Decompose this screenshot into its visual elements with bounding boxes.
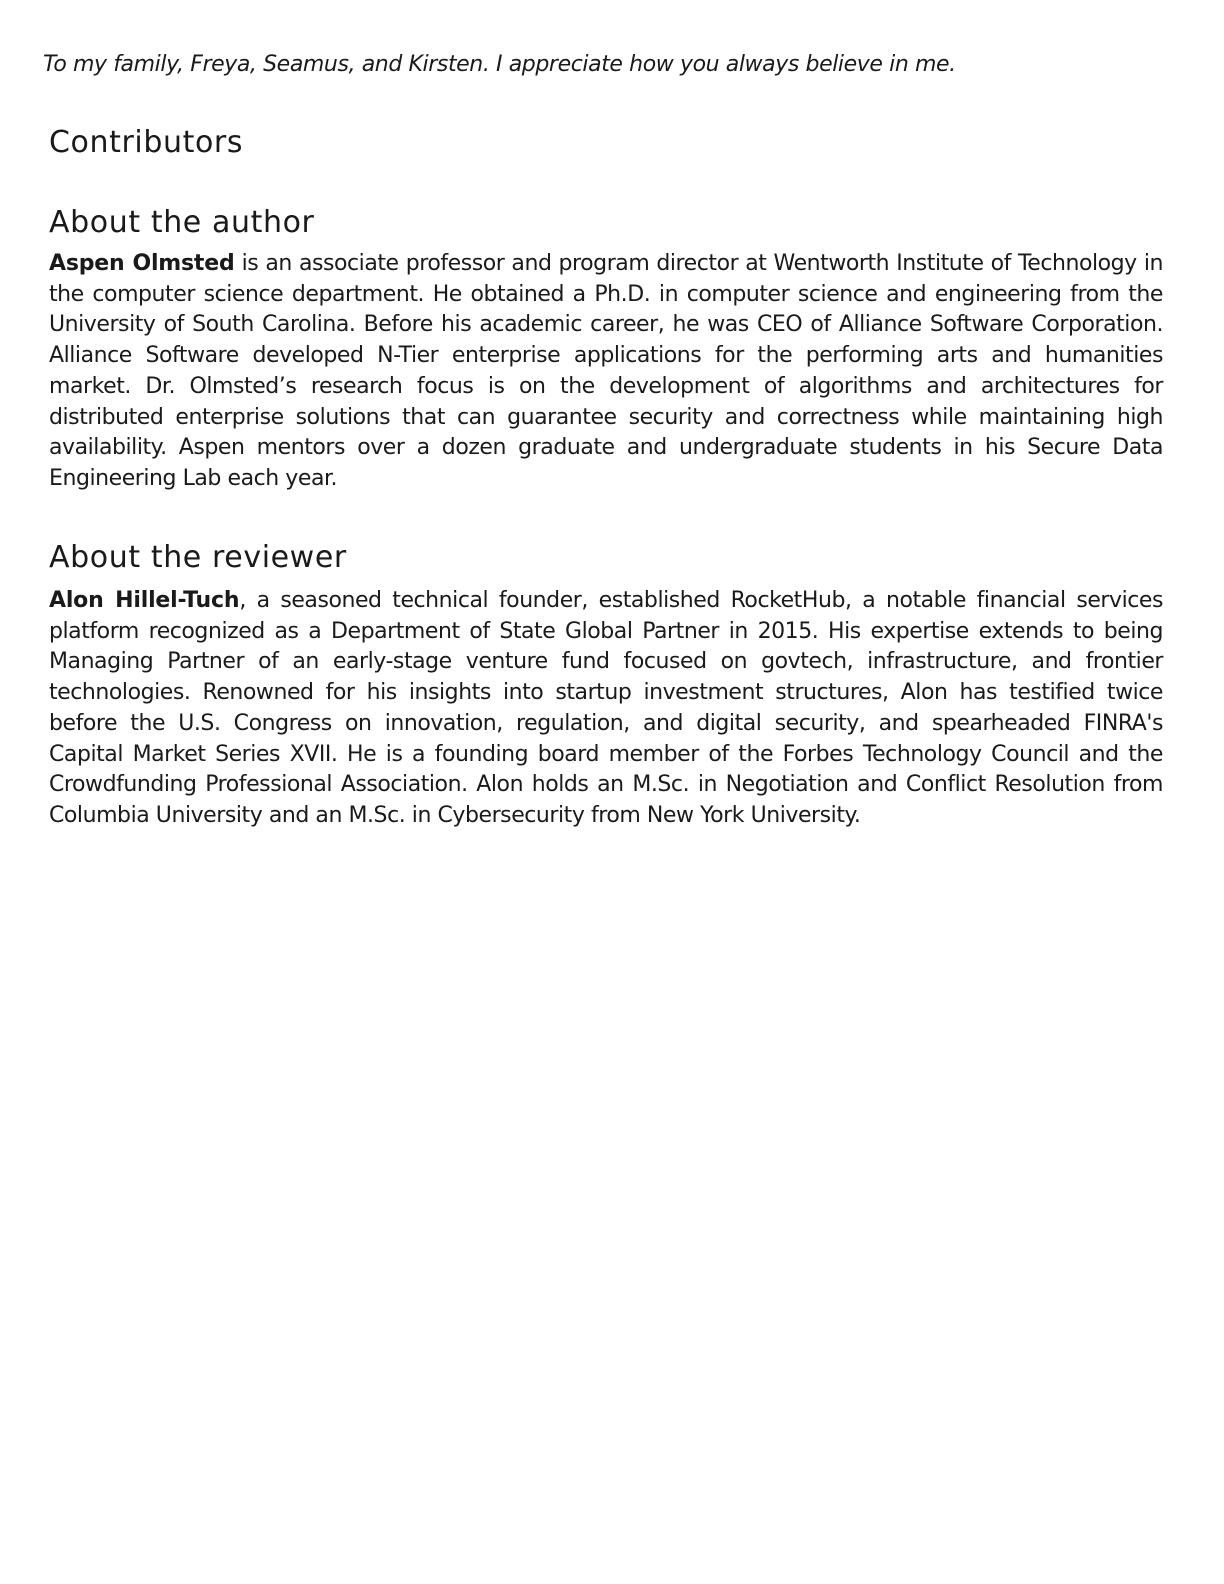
reviewer-name: Alon Hillel-Tuch [49,588,240,613]
dedication-text: To my family, Freya, Seamus, and Kirsten. I appreciate how you always believe in me. [43,52,956,77]
author-bio-text: is an associate professor and program director at Wentworth Institute of Technology in the computer science department. He obtained a Ph.D. in computer science and engineering from the University of South Carolina. Before his academic career, he was CEO of Alliance Software Corporation. Alliance Software developed N-Tier enterprise applications for the performing arts and humanities market. Dr. Olmsted’s research focus is on the development of algorithms and architectures for distributed enterprise solutions that can guarantee security and correctness while maintaining high availability. Aspen mentors over a dozen graduate and undergraduate students in his Secure Data Engineering Lab each year. [49,251,1163,491]
author-bio [49,249,1163,495]
reviewer-bio [49,586,1163,832]
about-author-heading: About the author [49,205,315,240]
contributors-heading: Contributors [49,125,244,160]
author-name: Aspen Olmsted [49,251,235,276]
about-reviewer-heading: About the reviewer [49,540,347,575]
reviewer-bio-text: , a seasoned technical founder, established RocketHub, a notable financial services platform recognized as a Department of State Global Partner in 2015. His expertise extends to being Managing Partner of an early-stage venture fund focused on govtech, infrastructure, and frontier technologies. Renowned for his insights into startup investment structures, Alon has testified twice before the U.S. Congress on innovation, regulation, and digital security, and spearheaded FINRA's Capital Market Series XVII. He is a founding board member of the Forbes Technology Council and the Crowdfunding Professional Association. Alon holds an M.Sc. in Negotiation and Conflict Resolution from Columbia University and an M.Sc. in Cybersecurity from New York University. [49,588,1163,828]
